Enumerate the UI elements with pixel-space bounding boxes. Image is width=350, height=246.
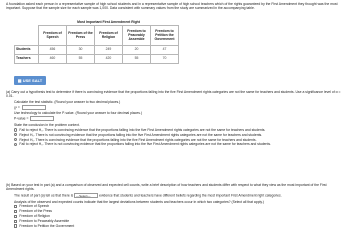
category-option[interactable] [6, 214, 344, 218]
table-cell: 47 [151, 45, 179, 54]
pvalue-label: P-value = [14, 116, 29, 121]
row-header: Teachers [15, 54, 39, 63]
category-option[interactable] [6, 204, 344, 208]
checkbox[interactable] [14, 220, 17, 223]
table-cell: 30 [67, 45, 95, 54]
table-cell: 70 [151, 54, 179, 63]
radio-button[interactable] [14, 128, 17, 131]
radio-button[interactable] [14, 138, 17, 141]
option-label: Fail to reject H₀. There is convincing evidence that the proportions falling into the five First Amendment rights categories are not the same for teachers and students. [19, 127, 266, 132]
analysis-text: Analysis of the observed and expected counts indicate that the largest deviations between students and teachers occur in which two categories? (Select all that apply.) [14, 199, 264, 204]
conclusion-option[interactable] [6, 142, 344, 146]
evidence-select[interactable]: ---Select--- [74, 193, 98, 198]
column-header: Freedom to Peaceably Assemble [123, 25, 151, 45]
option-label: Freedom to Peaceably Assemble [19, 219, 70, 224]
conclusion-label: State the conclusion in the problem context. [14, 122, 80, 127]
row-header: Students [15, 45, 39, 54]
radio-button[interactable] [14, 143, 17, 146]
tech-label: Use technology to calculate the P-value. (Round your answer to four decimal places.) [14, 111, 142, 116]
conclusion-option[interactable] [6, 138, 344, 142]
use-salt-button[interactable] [14, 76, 46, 85]
chi-label: χ² = [14, 105, 20, 110]
radio-button[interactable] [14, 133, 17, 136]
option-label: Reject H₀. There is convincing evidence that the proportions falling into the five First Amendment rights categories are not the same for teachers and students. [19, 137, 257, 142]
table-row [15, 45, 179, 54]
pvalue-input[interactable] [30, 116, 54, 121]
category-option[interactable] [6, 219, 344, 223]
part-b-question: (b) Based on your test in part (a) and a comparison of observed and expected cell counts, write a brief description of how teachers and students differ with respect to what they view as the most important of the First Amendment rights. [6, 183, 327, 192]
checkbox[interactable] [14, 205, 17, 208]
calc-label: Calculate the test statistic. (Round your answer to two decimal places.) [14, 100, 121, 105]
checkbox[interactable] [14, 210, 17, 213]
salt-icon: ▦ [17, 78, 22, 83]
checkbox[interactable] [14, 224, 17, 227]
column-header: Freedom of Religion [95, 25, 123, 45]
category-option[interactable] [6, 209, 344, 213]
option-label: Fail to reject H₀. There is not convincing evidence that the proportions falling into the five First Amendment rights categories are not the same for teachers and students. [19, 142, 272, 147]
column-header: Freedom to Petition the Government [151, 25, 179, 45]
table-cell: 249 [95, 45, 123, 54]
result-prefix: The result of part (a) tell us that there is [14, 193, 74, 198]
option-label: Freedom of the Press [19, 209, 52, 214]
option-label: Reject H₀. There is not convincing evidence that the proportions falling into the five First Amendment rights categories are not the same for teachers and students. [19, 132, 263, 137]
table-cell: 55 [123, 54, 151, 63]
table-cell: 456 [39, 45, 67, 54]
column-header: Freedom of the Press [67, 25, 95, 45]
checkbox[interactable] [14, 215, 17, 218]
part-b-section [6, 183, 344, 228]
table-row [15, 54, 179, 63]
column-header: Freedom of Speech [39, 25, 67, 45]
part-a-question: (a) Carry out a hypothesis test to determine if there is convincing evidence that the proportions falling into the five First Amendment rights categories are not the same for teachers and students. Use a significance level of α = 0.01. [6, 90, 341, 99]
option-label: Freedom to Petition the Government [19, 224, 75, 229]
table-cell: 420 [95, 54, 123, 63]
option-label: Freedom of Speech [19, 204, 50, 209]
table-cell: 20 [123, 45, 151, 54]
data-table [14, 19, 179, 64]
result-suffix: evidence that students and teachers have different beliefs regarding the most important First Amendment right categories. [99, 193, 282, 198]
intro-text: A foundation asked each person in a representative sample of high school students and in a representative sample of high school teachers which of the rights guaranteed by the First Amendment they thought was the most important. Suppose that the sample size for each sample was 1,000. Data consistent with summary values from the study are summarized in the accompanying table. [6, 2, 338, 11]
table-cell: 55 [67, 54, 95, 63]
use-salt-label: USE SALT [22, 78, 43, 83]
conclusion-option[interactable] [6, 133, 344, 137]
table-caption: Most Important First Amendment Right [77, 19, 140, 24]
table-cell: 460 [39, 54, 67, 63]
conclusion-option[interactable] [6, 128, 344, 132]
category-option[interactable] [6, 224, 344, 228]
problem-content [6, 2, 346, 11]
chi-square-input[interactable] [22, 105, 46, 110]
option-label: Freedom of Religion [19, 214, 50, 219]
table-corner [15, 25, 39, 45]
part-a-section [6, 90, 344, 147]
